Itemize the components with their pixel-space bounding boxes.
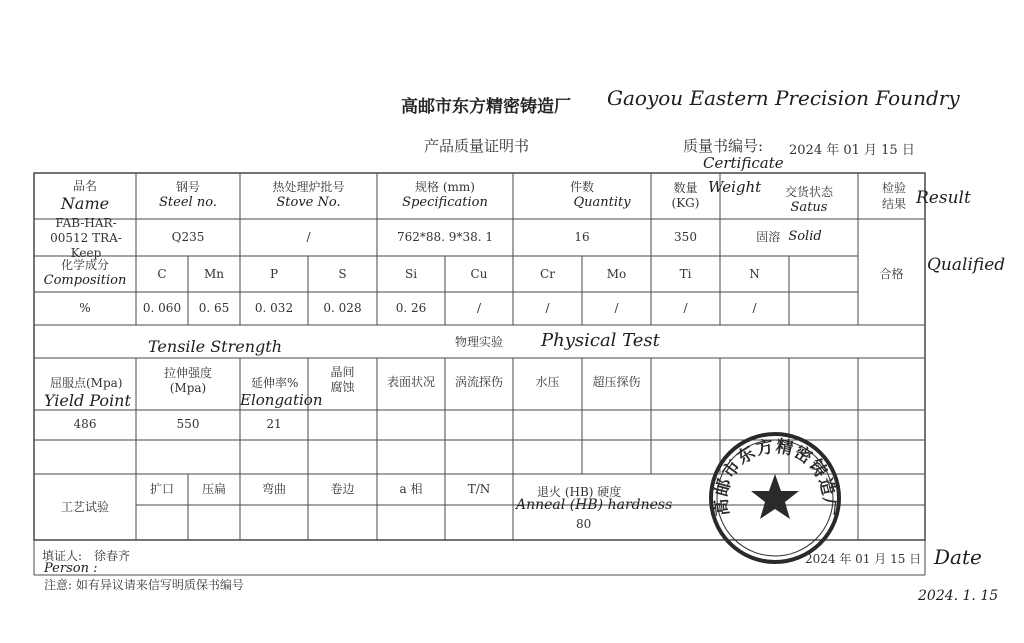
label-specification <box>377 175 513 217</box>
label-specification-hand: Specification <box>402 195 488 211</box>
label-tensile <box>136 360 240 402</box>
company-seal-stamp <box>705 428 845 568</box>
value-weight: 350 <box>674 230 697 244</box>
element-si: Si <box>404 266 418 281</box>
value-yield-point: 486 <box>73 416 97 431</box>
value-issue-date: 2024 年 01 月 15 日 <box>805 552 922 566</box>
label-quantity-cn: 件数 <box>569 180 594 195</box>
label-date-hand: Date <box>934 545 982 569</box>
label-flatten: 压扁 <box>201 482 226 496</box>
label-steel-no <box>136 175 240 217</box>
element-ti: Ti <box>679 266 692 281</box>
label-quantity <box>513 175 651 217</box>
footer-note: 注意: 如有异议请来信写明质保书编号 <box>44 578 244 592</box>
label-bend: 弯曲 <box>261 482 286 496</box>
label-product-name-hand: Name <box>60 193 110 213</box>
value-c: 0. 060 <box>142 301 182 315</box>
value-elongation: 21 <box>266 416 282 431</box>
element-s: S <box>338 266 347 281</box>
value-inspection-result: 合格 <box>879 266 904 281</box>
value-s: 0. 028 <box>323 301 362 315</box>
label-flare: 扩口 <box>149 482 174 496</box>
value-mo: / <box>614 301 619 315</box>
label-stove-no <box>240 175 377 217</box>
label-yield-point-hand: Yield Point <box>44 391 131 410</box>
value-cu: / <box>476 301 482 315</box>
value-date-hand: 2024. 1. 15 <box>918 588 999 604</box>
label-composition <box>34 256 136 292</box>
label-eddy-current: 涡流探伤 <box>454 374 503 389</box>
label-quantity-hand: Quantity <box>573 195 631 211</box>
value-n: / <box>752 301 757 315</box>
value-p: 0. 032 <box>254 301 294 315</box>
certificate-handwritten: Certificate <box>703 154 784 172</box>
label-product-name <box>34 175 136 217</box>
label-yield-point: 屈服点(Mpa) <box>50 376 123 390</box>
label-delivery-status-hand: Satus <box>790 200 828 216</box>
company-name-en-handwritten: Gaoyou Eastern Precision Foundry <box>607 86 960 110</box>
value-delivery-status <box>720 219 858 256</box>
label-weight-cn: 数量 <box>673 181 698 195</box>
label-a-phase: a 相 <box>399 482 423 496</box>
label-tn: T/N <box>467 482 491 496</box>
value-inspection-result-hand: Qualified <box>927 255 1006 275</box>
label-weight-hand: Weight <box>708 178 762 196</box>
label-tensile-cn: 拉伸强度 <box>163 366 212 380</box>
value-quantity: 16 <box>574 230 590 244</box>
element-mo: Mo <box>606 266 627 281</box>
label-weight-unit: (KG) <box>671 196 700 210</box>
label-surface-condition: 表面状况 <box>386 374 435 389</box>
value-specification: 762*88. 9*38. 1 <box>397 230 493 244</box>
element-n: N <box>749 266 760 281</box>
value-mn: 0. 65 <box>198 301 230 315</box>
value-cr: / <box>545 301 550 315</box>
element-c: C <box>157 266 167 281</box>
label-elongation: 延伸率% <box>251 376 299 390</box>
certificate-number-label: 质量书编号: <box>683 137 764 155</box>
label-steel-no-cn: 钢号 <box>175 180 200 195</box>
value-tensile: 550 <box>176 416 200 431</box>
label-tensile-unit: (Mpa) <box>169 381 207 395</box>
value-product-name <box>36 215 136 260</box>
label-filler-hand: Person : <box>44 561 98 576</box>
label-physical-test-hand: Physical Test <box>541 330 660 351</box>
label-specification-cn: 规格 (mm) <box>415 180 475 195</box>
certificate-date: 2024 年 01 月 15 日 <box>789 143 915 158</box>
label-ultrasonic: 超压探伤 <box>592 374 641 389</box>
label-filler: 填证人: <box>42 549 83 563</box>
value-ti: / <box>683 301 688 315</box>
label-process-test: 工艺试验 <box>60 499 109 514</box>
label-delivery-status-cn: 交货状态 <box>784 185 833 200</box>
label-inspection-result-hand: Result <box>916 188 971 208</box>
label-stove-no-cn: 热处理炉批号 <box>272 180 345 195</box>
label-intergranular-corrosion <box>308 360 377 400</box>
label-physical-test: 物理实验 <box>455 335 504 349</box>
value-delivery-status-hand: Solid <box>788 229 822 245</box>
value-filler-name: 徐春齐 <box>94 549 131 563</box>
value-product-name-text: FAB-HAR-00512 TRA-Keep <box>50 215 122 260</box>
label-hydrostatic: 水压 <box>535 374 560 389</box>
label-composition-hand: Composition <box>43 273 127 289</box>
value-steel-no: Q235 <box>171 230 205 244</box>
label-stove-no-hand: Stove No. <box>276 195 341 211</box>
value-delivery-status-cn: 固溶 <box>756 230 781 244</box>
company-name-cn: 高邮市东方精密铸造厂 <box>401 97 571 117</box>
value-stove-no: / <box>306 230 311 244</box>
element-cu: Cu <box>470 266 488 281</box>
label-flange: 卷边 <box>330 482 355 496</box>
label-elongation-hand: Elongation <box>240 391 323 409</box>
element-cr: Cr <box>540 266 555 281</box>
value-anneal-hardness: 80 <box>576 517 592 531</box>
value-si: 0. 26 <box>395 301 427 315</box>
label-intergranular-corrosion-text: 晶间腐蚀 <box>330 365 355 394</box>
label-anneal-hardness: 退火 (HB) 硬度 <box>537 485 622 499</box>
label-composition-unit: % <box>79 301 91 315</box>
element-mn: Mn <box>203 266 224 281</box>
document-title: 产品质量证明书 <box>424 137 530 155</box>
label-inspection-result-cn: 检验结果 <box>881 181 906 211</box>
label-product-name-cn: 品名 <box>72 178 97 193</box>
svg-text:高邮市东方精密铸造厂: 高邮市东方精密铸造厂 <box>711 436 839 517</box>
label-anneal-hardness-hand: Anneal (HB) hardness <box>516 497 673 513</box>
label-composition-cn: 化学成分 <box>60 258 109 273</box>
label-steel-no-hand: Steel no. <box>159 195 217 211</box>
label-delivery-status <box>760 185 858 217</box>
label-inspection-result <box>868 178 920 216</box>
label-tensile-strength-hand: Tensile Strength <box>148 337 282 356</box>
element-p: P <box>269 266 279 281</box>
